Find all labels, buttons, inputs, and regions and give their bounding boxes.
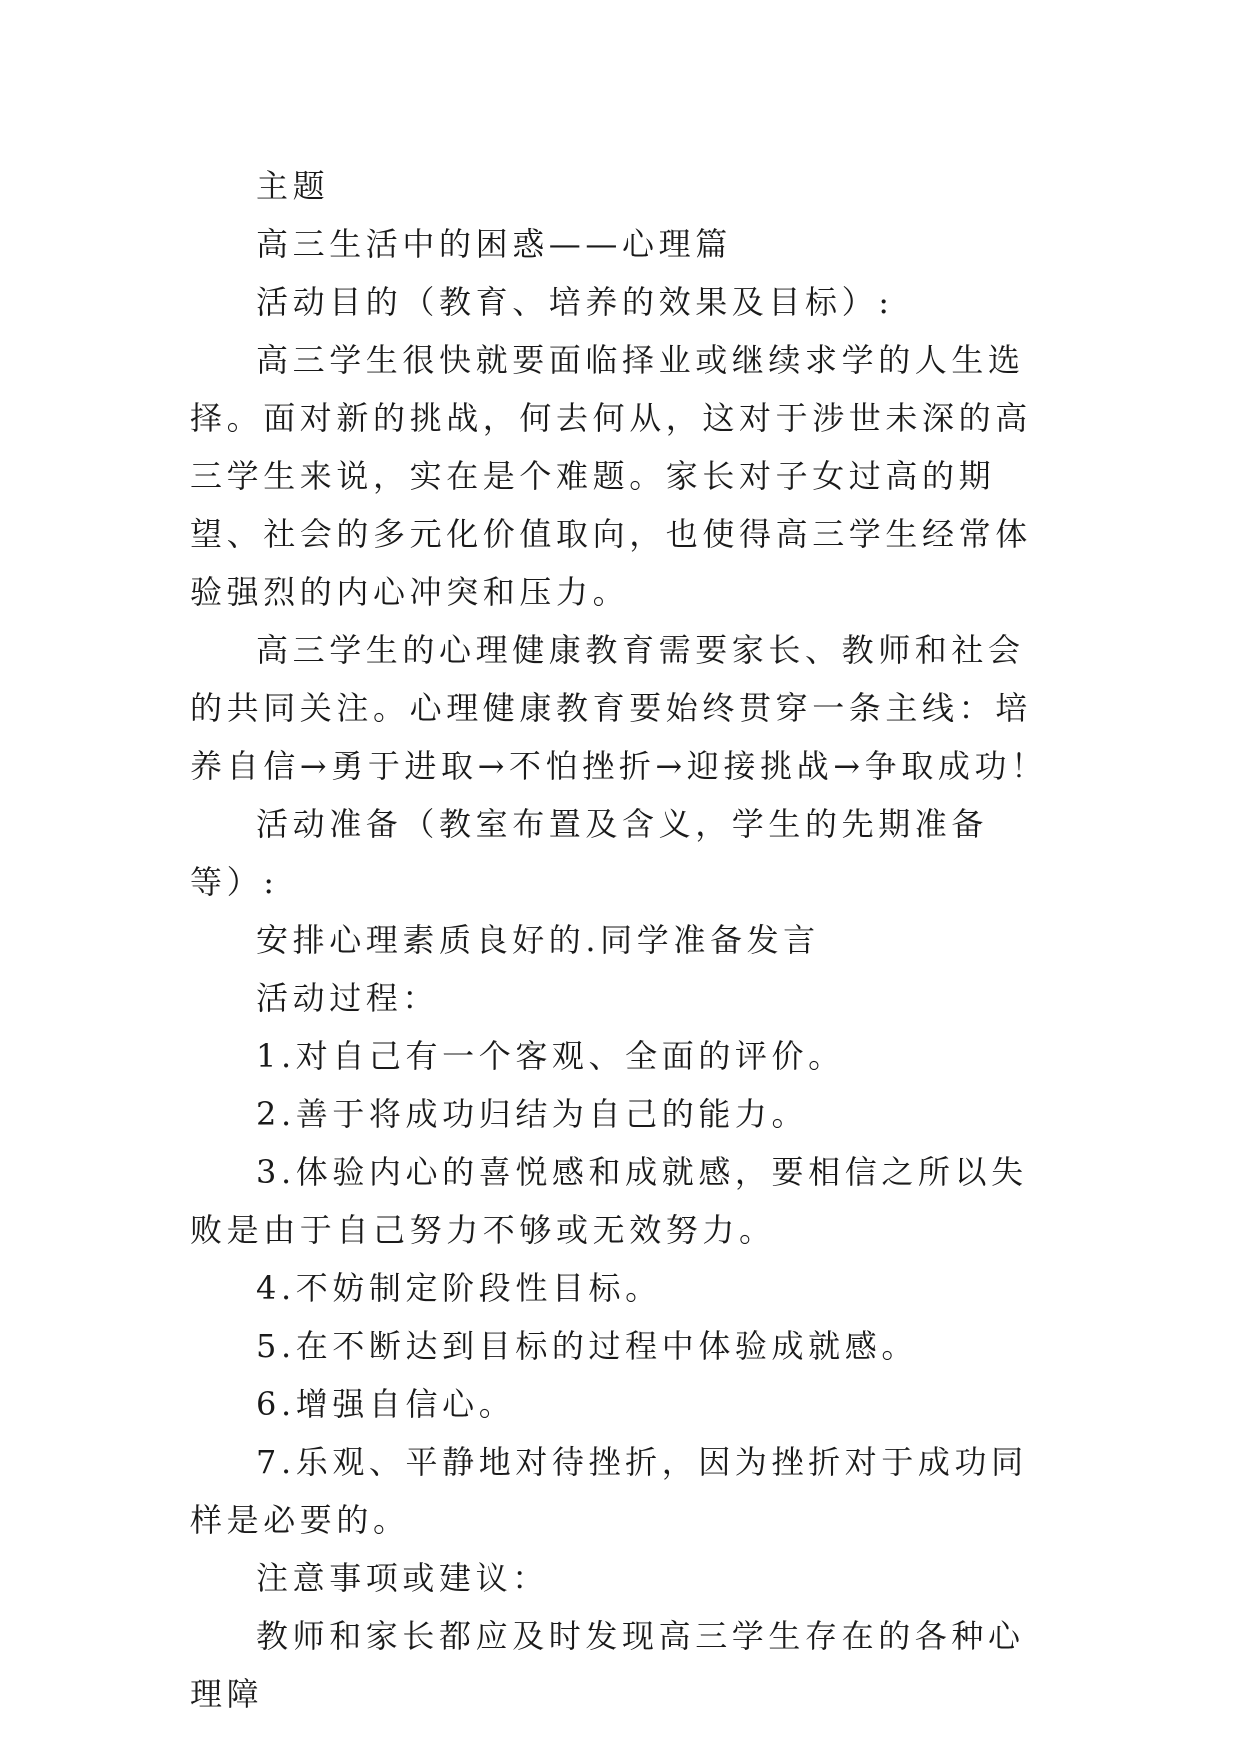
section-heading-goal: 活动目的（教育、培养的效果及目标）: xyxy=(256,283,894,321)
process-item-3: 3.体验内心的喜悦感和成就感，要相信之所以失败是由于自己努力不够或无效努力。 xyxy=(190,1153,1028,1249)
notes-paragraph: 教师和家长都应及时发现高三学生存在的各种心理障 xyxy=(190,1617,1025,1713)
heading-topic-label: 主题 xyxy=(256,167,330,205)
goal-paragraph-1: 高三学生很快就要面临择业或继续求学的人生选择。面对新的挑战，何去何从，这对于涉世未深的高三学生来说，实在是个难题。家长对子女过高的期望、社会的多元化价值取向，也使得高三学生经常体验强烈的内心冲突和压力。 xyxy=(190,341,1032,611)
process-item-6: 6.增强自信心。 xyxy=(256,1385,516,1423)
process-item-2: 2.善于将成功归结为自己的能力。 xyxy=(256,1095,809,1133)
document-page xyxy=(190,157,1055,1723)
process-item-4: 4.不妨制定阶段性目标。 xyxy=(256,1269,662,1307)
topic-title: 高三生活中的困惑——心理篇 xyxy=(256,225,732,263)
preparation-paragraph: 安排心理素质良好的.同学准备发言 xyxy=(256,921,820,959)
process-item-7: 7.乐观、平静地对待挫折，因为挫折对于成功同样是必要的。 xyxy=(190,1443,1028,1539)
process-item-1: 1.对自己有一个客观、全面的评价。 xyxy=(256,1037,845,1075)
section-heading-preparation: 活动准备（教室布置及含义，学生的先期准备等）: xyxy=(190,805,989,901)
goal-paragraph-2: 高三学生的心理健康教育需要家长、教师和社会的共同关注。心理健康教育要始终贯穿一条主线：培养自信→勇于进取→不怕挫折→迎接挑战→争取成功！ xyxy=(190,631,1048,785)
section-heading-notes: 注意事项或建议： xyxy=(256,1559,549,1597)
process-item-5: 5.在不断达到目标的过程中体验成就感。 xyxy=(256,1327,918,1365)
section-heading-process: 活动过程： xyxy=(256,979,440,1017)
